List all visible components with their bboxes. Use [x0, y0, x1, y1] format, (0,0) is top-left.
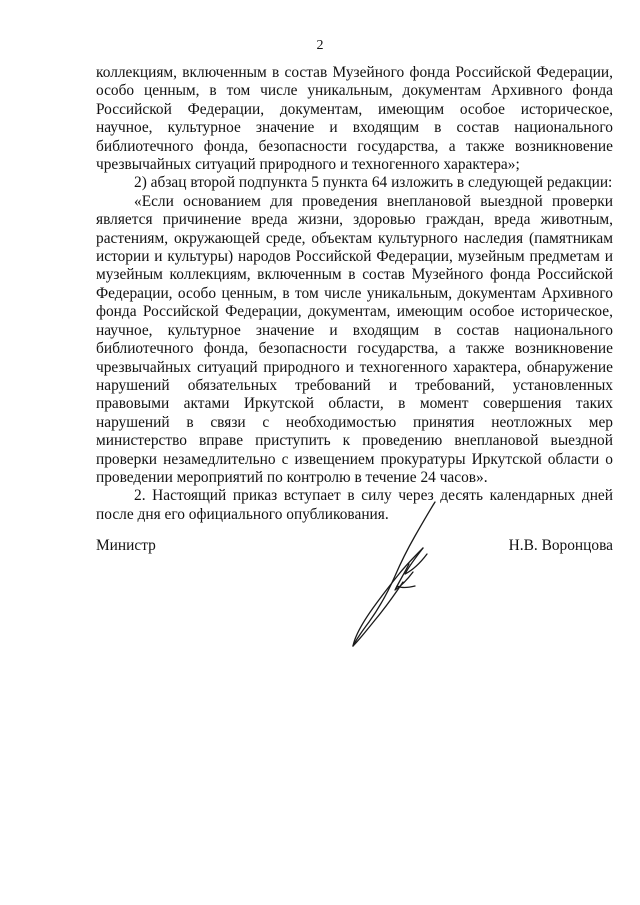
paragraph-effective-date: 2. Настоящий приказ вступает в силу через десять календарных дней после дня его официального опубликования.	[96, 487, 613, 523]
signer-title: Министр	[96, 537, 156, 554]
page-number: 2	[316, 38, 324, 53]
document-body	[96, 64, 613, 524]
paragraph-amendment-item: 2) абзац второй подпункта 5 пункта 64 изложить в следующей редакции:	[134, 174, 613, 192]
paragraph-continuation: коллекциям, включенным в состав Музейного фонда Российской Федерации, особо ценным, в том числе уникальным, документам Архивного фонда Российской Федерации, документам, имеющим особое историческое, научное, культурное значение и входящим в состав национального библиотечного фонда, безопасности государства, а также возникновение чрезвычайных ситуаций природного и техногенного характера»;	[96, 64, 613, 174]
handwritten-signature	[335, 490, 465, 655]
signer-name: Н.В. Воронцова	[508, 537, 613, 554]
paragraph-amendment-text: «Если основанием для проведения внеплановой выездной проверки является причинение вреда жизни, здоровью граждан, вреда животным, растениям, окружающей среде, объектам культурного наследия (памятникам истории и культуры) народов Российской Федерации, музейным предметам и музейным коллекциям, включенным в состав Музейного фонда Российской Федерации, особо ценным, в том числе уникальным, документам Архивного фонда Российской Федерации, документам, имеющим особое историческое, научное, культурное значение и входящим в состав национального библиотечного фонда, безопасности государства, а также возникновение чрезвычайных ситуаций природного и техногенного характера, обнаружение нарушений обязательных требований и требований, установленных правовыми актами Иркутской области, в момент совершения таких нарушений в связи с необходимостью принятия неотложных мер министерство вправе приступить к проведению внеплановой выездной проверки незамедлительно с извещением прокуратуры Иркутской области о проведении мероприятий по контролю в течение 24 часов».	[96, 192, 613, 486]
